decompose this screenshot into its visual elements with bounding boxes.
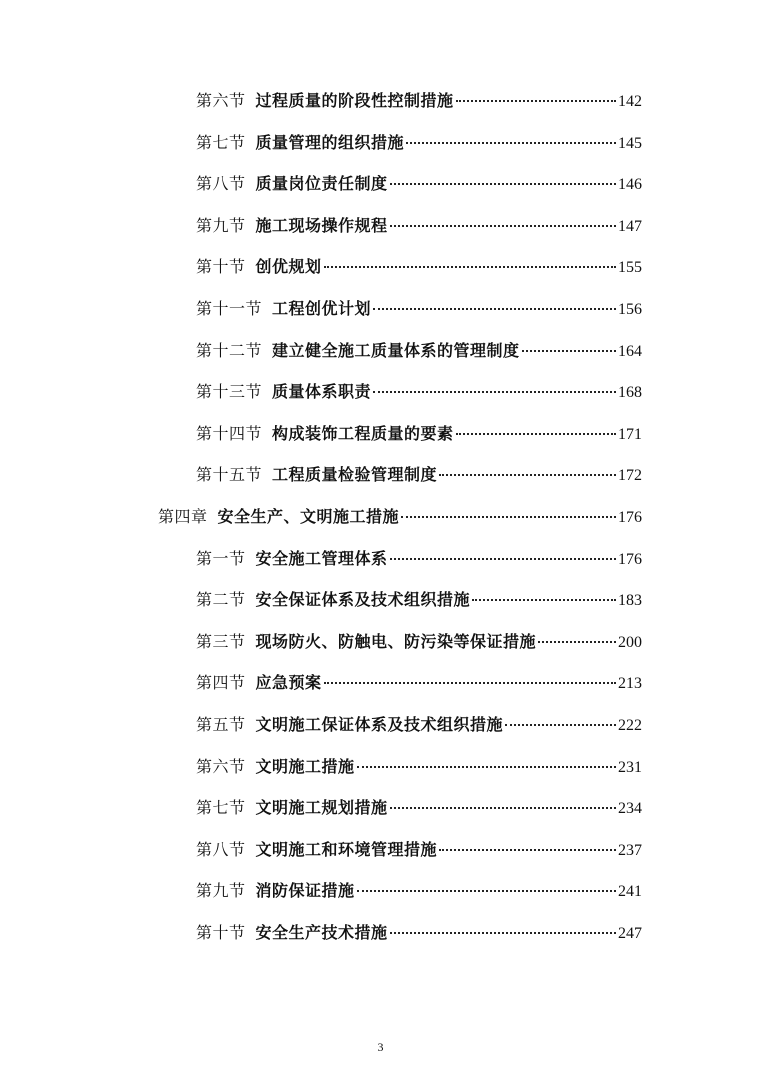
toc-leader-dots bbox=[390, 225, 616, 227]
toc-entry-label: 第六节 bbox=[196, 91, 246, 110]
toc-entry-label: 第十节 bbox=[196, 257, 246, 277]
toc-section-entry bbox=[196, 171, 642, 197]
toc-leader-dots bbox=[357, 766, 616, 768]
toc-entry-label: 第十五节 bbox=[196, 465, 263, 485]
toc-section-entry bbox=[196, 338, 642, 364]
toc-entry-label: 第七节 bbox=[196, 132, 246, 152]
toc-section-entry bbox=[196, 795, 642, 821]
toc-leader-dots bbox=[390, 807, 616, 809]
toc-entry-page: 146 bbox=[618, 176, 642, 194]
toc-section-entry bbox=[196, 878, 642, 904]
toc-leader-dots bbox=[439, 474, 616, 476]
toc-entry-label: 第五节 bbox=[196, 715, 246, 734]
toc-section-entry bbox=[196, 296, 642, 322]
toc-entry-title: 构成装饰工程质量的要素 bbox=[272, 423, 454, 443]
toc-entry-page: 237 bbox=[618, 841, 642, 859]
toc-entry-label: 第九节 bbox=[196, 215, 246, 235]
toc-leader-dots bbox=[538, 641, 616, 643]
toc-entry-page: 164 bbox=[618, 342, 642, 360]
toc-leader-dots bbox=[390, 558, 616, 560]
toc-leader-dots bbox=[401, 516, 616, 518]
toc-entry-title: 工程创优计划 bbox=[272, 299, 372, 318]
toc-entry-label: 第十节 bbox=[196, 923, 246, 942]
toc-section-entry bbox=[196, 754, 642, 780]
toc-section-entry bbox=[196, 670, 642, 696]
toc-leader-dots bbox=[456, 433, 616, 435]
toc-section-entry bbox=[196, 587, 642, 613]
toc-entry-label: 第一节 bbox=[196, 548, 246, 568]
toc-entry-label: 第八节 bbox=[196, 839, 246, 859]
toc-leader-dots bbox=[373, 308, 616, 310]
toc-entry-page: 155 bbox=[618, 259, 642, 277]
toc-entry-label: 第十一节 bbox=[196, 299, 263, 318]
toc-entry-title: 建立健全施工质量体系的管理制度 bbox=[272, 340, 520, 360]
toc-entry-page: 176 bbox=[618, 509, 642, 526]
toc-entry-title: 过程质量的阶段性控制措施 bbox=[255, 91, 454, 110]
toc-entry-page: 172 bbox=[618, 467, 642, 485]
toc-section-entry bbox=[196, 712, 642, 738]
toc-entry-title: 安全保证体系及技术组织措施 bbox=[255, 590, 471, 610]
toc-leader-dots bbox=[456, 100, 616, 102]
toc-section-entry bbox=[196, 546, 642, 572]
toc-section-entry bbox=[196, 421, 642, 447]
toc-entry-page: 234 bbox=[618, 800, 642, 818]
toc-entry-page: 183 bbox=[618, 592, 642, 610]
toc-entry-label: 第六节 bbox=[196, 756, 246, 776]
toc-leader-dots bbox=[324, 682, 616, 684]
toc-entry-label: 第九节 bbox=[196, 881, 246, 901]
toc-leader-dots bbox=[505, 724, 616, 726]
toc-entry-label: 第三节 bbox=[196, 631, 246, 651]
toc-entry-title: 质量体系职责 bbox=[272, 382, 372, 402]
toc-section-entry bbox=[196, 462, 642, 488]
toc-entry-title: 施工现场操作规程 bbox=[255, 215, 388, 235]
toc-entry-title: 现场防火、防触电、防污染等保证措施 bbox=[255, 631, 537, 651]
toc-section-entry bbox=[196, 130, 642, 156]
toc-entry-title: 文明施工措施 bbox=[255, 756, 355, 776]
toc-entry-title: 安全生产、文明施工措施 bbox=[217, 507, 400, 526]
toc-leader-dots bbox=[390, 932, 616, 934]
toc-entry-page: 213 bbox=[618, 675, 642, 693]
toc-section-entry bbox=[196, 629, 642, 655]
toc-section-entry bbox=[196, 379, 642, 405]
toc-leader-dots bbox=[406, 142, 616, 144]
toc-section-entry bbox=[196, 88, 642, 114]
toc-entry-label: 第八节 bbox=[196, 174, 246, 194]
toc-entry-page: 231 bbox=[618, 758, 642, 776]
toc-entry-title: 安全生产技术措施 bbox=[255, 923, 388, 942]
toc-entry-page: 145 bbox=[618, 134, 642, 152]
toc-entry-page: 168 bbox=[618, 384, 642, 402]
toc-entry-title: 应急预案 bbox=[255, 673, 322, 693]
toc-entry-title: 文明施工和环境管理措施 bbox=[255, 839, 438, 859]
toc-entry-page: 176 bbox=[618, 550, 642, 568]
toc-entry-title: 创优规划 bbox=[255, 257, 322, 277]
toc-entry-page: 241 bbox=[618, 883, 642, 901]
toc-leader-dots bbox=[522, 350, 616, 352]
toc-leader-dots bbox=[324, 266, 616, 268]
toc-leader-dots bbox=[472, 599, 616, 601]
page-number: 3 bbox=[377, 1040, 384, 1054]
toc-entry-title: 质量管理的组织措施 bbox=[255, 132, 405, 152]
toc-entry-label: 第二节 bbox=[196, 590, 246, 610]
toc-section-entry bbox=[196, 254, 642, 280]
toc-entry-page: 171 bbox=[618, 425, 642, 443]
toc-leader-dots bbox=[439, 849, 616, 851]
toc-entry-title: 安全施工管理体系 bbox=[255, 548, 388, 568]
toc-entry-title: 文明施工规划措施 bbox=[255, 798, 388, 818]
toc-leader-dots bbox=[390, 183, 616, 185]
toc-entry-page: 247 bbox=[618, 925, 642, 942]
toc-entry-label: 第十三节 bbox=[196, 382, 263, 402]
toc-entry-label: 第四节 bbox=[196, 673, 246, 693]
toc-section-entry bbox=[196, 837, 642, 863]
toc-entry-title: 文明施工保证体系及技术组织措施 bbox=[255, 715, 504, 734]
toc-entry-page: 222 bbox=[618, 717, 642, 734]
toc-section-entry bbox=[196, 213, 642, 239]
toc-entry-title: 消防保证措施 bbox=[255, 881, 355, 901]
toc-leader-dots bbox=[357, 890, 616, 892]
toc-entry-label: 第十四节 bbox=[196, 423, 263, 443]
toc-leader-dots bbox=[373, 391, 616, 393]
toc-entry-page: 156 bbox=[618, 301, 642, 318]
toc-entry-page: 200 bbox=[618, 633, 642, 651]
toc-entry-title: 工程质量检验管理制度 bbox=[272, 465, 438, 485]
toc-entry-page: 147 bbox=[618, 217, 642, 235]
toc-chapter-entry bbox=[158, 504, 642, 530]
toc-entry-label: 第七节 bbox=[196, 798, 246, 818]
toc-entry-label: 第四章 bbox=[158, 507, 208, 526]
toc-entry-title: 质量岗位责任制度 bbox=[255, 174, 388, 194]
toc-section-entry bbox=[196, 920, 642, 946]
toc-entry-page: 142 bbox=[618, 93, 642, 110]
toc-entry-label: 第十二节 bbox=[196, 340, 263, 360]
